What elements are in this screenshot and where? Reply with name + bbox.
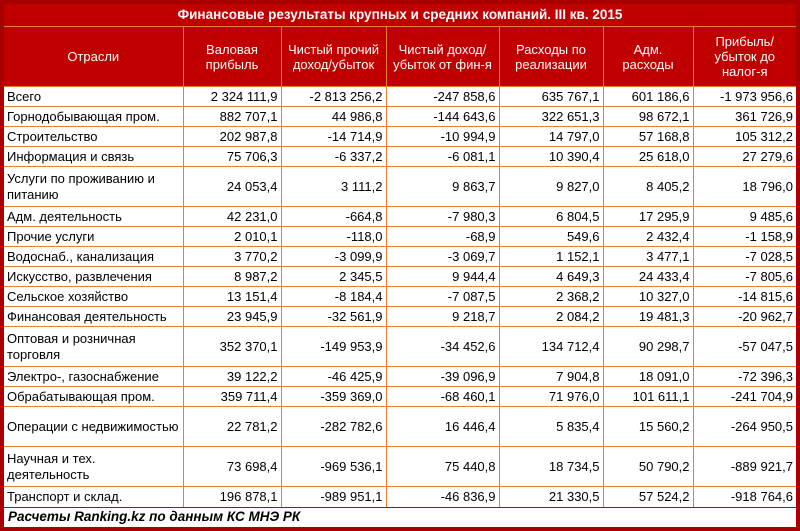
cell-value: -149 953,9 [281,327,386,367]
cell-value: -2 813 256,2 [281,87,386,107]
cell-value: 101 611,1 [603,387,693,407]
cell-value: 352 370,1 [183,327,281,367]
cell-value: -32 561,9 [281,307,386,327]
cell-value: 361 726,9 [693,107,796,127]
cell-value: -39 096,9 [386,367,499,387]
cell-value: 90 298,7 [603,327,693,367]
cell-value: 18 091,0 [603,367,693,387]
financial-results-table [4,27,796,507]
cell-value: 57 524,2 [603,487,693,507]
cell-value: 882 707,1 [183,107,281,127]
table-row [4,327,796,367]
cell-value: -1 158,9 [693,227,796,247]
row-label: Информация и связь [4,147,183,167]
cell-value: 10 327,0 [603,287,693,307]
table-row [4,487,796,507]
cell-value: -34 452,6 [386,327,499,367]
row-label: Прочие услуги [4,227,183,247]
row-label: Горнодобывающая пром. [4,107,183,127]
cell-value: 4 649,3 [499,267,603,287]
cell-value: 75 706,3 [183,147,281,167]
cell-value: -10 994,9 [386,127,499,147]
cell-value: 2 010,1 [183,227,281,247]
row-label: Оптовая и розничная торговля [4,327,183,367]
column-header-2: Чистый прочий доход/убыток [281,27,386,87]
cell-value: 42 231,0 [183,207,281,227]
table-row [4,247,796,267]
cell-value: -6 081,1 [386,147,499,167]
cell-value: -20 962,7 [693,307,796,327]
cell-value: 549,6 [499,227,603,247]
cell-value: -282 782,6 [281,407,386,447]
cell-value: -264 950,5 [693,407,796,447]
table-header [4,27,796,87]
cell-value: -989 951,1 [281,487,386,507]
cell-value: -3 069,7 [386,247,499,267]
cell-value: 2 084,2 [499,307,603,327]
table-row [4,227,796,247]
row-label: Научная и тех. деятельность [4,447,183,487]
cell-value: 44 986,8 [281,107,386,127]
cell-value: -68,9 [386,227,499,247]
cell-value: 1 152,1 [499,247,603,267]
row-label: Транспорт и склад. [4,487,183,507]
cell-value: -46 425,9 [281,367,386,387]
column-header-3: Чистый доход/убыток от фин-я [386,27,499,87]
cell-value: 13 151,4 [183,287,281,307]
table-row [4,307,796,327]
column-header-6: Прибыль/убыток до налог-я [693,27,796,87]
cell-value: -6 337,2 [281,147,386,167]
source-note: Расчеты Ranking.kz по данным КС МНЭ РК [4,507,796,527]
table-row [4,407,796,447]
table-row [4,447,796,487]
cell-value: -57 047,5 [693,327,796,367]
table-row [4,127,796,147]
cell-value: 73 698,4 [183,447,281,487]
row-label: Электро-, газоснабжение [4,367,183,387]
cell-value: 17 295,9 [603,207,693,227]
cell-value: 9 827,0 [499,167,603,207]
table-body [4,87,796,508]
cell-value: -72 396,3 [693,367,796,387]
table-row [4,267,796,287]
row-label: Сельское хозяйство [4,287,183,307]
cell-value: 2 432,4 [603,227,693,247]
row-label: Финансовая деятельность [4,307,183,327]
cell-value: 25 618,0 [603,147,693,167]
cell-value: -7 087,5 [386,287,499,307]
cell-value: -68 460,1 [386,387,499,407]
cell-value: 8 987,2 [183,267,281,287]
row-label: Услуги по проживанию и питанию [4,167,183,207]
cell-value: -46 836,9 [386,487,499,507]
cell-value: 14 797,0 [499,127,603,147]
cell-value: 3 111,2 [281,167,386,207]
cell-value: -889 921,7 [693,447,796,487]
cell-value: 39 122,2 [183,367,281,387]
cell-value: 9 863,7 [386,167,499,207]
cell-value: 21 330,5 [499,487,603,507]
cell-value: 15 560,2 [603,407,693,447]
column-header-4: Расходы по реализации [499,27,603,87]
table-row [4,107,796,127]
row-label: Адм. деятельность [4,207,183,227]
cell-value: 24 433,4 [603,267,693,287]
cell-value: 23 945,9 [183,307,281,327]
cell-value: 322 651,3 [499,107,603,127]
cell-value: 6 804,5 [499,207,603,227]
table-row [4,167,796,207]
table-row [4,387,796,407]
cell-value: 18 796,0 [693,167,796,207]
table-row [4,147,796,167]
cell-value: 2 368,2 [499,287,603,307]
cell-value: -7 028,5 [693,247,796,267]
cell-value: 202 987,8 [183,127,281,147]
cell-value: -969 536,1 [281,447,386,487]
cell-value: 635 767,1 [499,87,603,107]
row-label: Искусство, развлечения [4,267,183,287]
cell-value: 3 770,2 [183,247,281,267]
cell-value: -14 815,6 [693,287,796,307]
cell-value: 98 672,1 [603,107,693,127]
cell-value: 22 781,2 [183,407,281,447]
cell-value: 9 944,4 [386,267,499,287]
cell-value: -359 369,0 [281,387,386,407]
row-label: Операции с недвижимостью [4,407,183,447]
cell-value: -118,0 [281,227,386,247]
row-label: Обрабатывающая пром. [4,387,183,407]
cell-value: 7 904,8 [499,367,603,387]
cell-value: 16 446,4 [386,407,499,447]
table-row [4,287,796,307]
cell-value: 359 711,4 [183,387,281,407]
column-header-0: Отрасли [4,27,183,87]
cell-value: 10 390,4 [499,147,603,167]
cell-value: 134 712,4 [499,327,603,367]
cell-value: 196 878,1 [183,487,281,507]
cell-value: 601 186,6 [603,87,693,107]
cell-value: 2 324 111,9 [183,87,281,107]
cell-value: -1 973 956,6 [693,87,796,107]
cell-value: -14 714,9 [281,127,386,147]
cell-value: 57 168,8 [603,127,693,147]
cell-value: -247 858,6 [386,87,499,107]
cell-value: 75 440,8 [386,447,499,487]
cell-value: 50 790,2 [603,447,693,487]
table-row [4,87,796,107]
cell-value: -3 099,9 [281,247,386,267]
row-label: Всего [4,87,183,107]
cell-value: -144 643,6 [386,107,499,127]
row-label: Строительство [4,127,183,147]
cell-value: -7 980,3 [386,207,499,227]
row-label: Водоснаб., канализация [4,247,183,267]
cell-value: 9 218,7 [386,307,499,327]
cell-value: 18 734,5 [499,447,603,487]
cell-value: 27 279,6 [693,147,796,167]
column-header-5: Адм. расходы [603,27,693,87]
cell-value: -664,8 [281,207,386,227]
table-row [4,207,796,227]
cell-value: -8 184,4 [281,287,386,307]
cell-value: 8 405,2 [603,167,693,207]
table-title: Финансовые результаты крупных и средних компаний. III кв. 2015 [4,4,796,27]
cell-value: 19 481,3 [603,307,693,327]
cell-value: 105 312,2 [693,127,796,147]
column-header-1: Валовая прибыль [183,27,281,87]
cell-value: 24 053,4 [183,167,281,207]
cell-value: 2 345,5 [281,267,386,287]
cell-value: 71 976,0 [499,387,603,407]
header-row [4,27,796,87]
cell-value: 9 485,6 [693,207,796,227]
cell-value: 3 477,1 [603,247,693,267]
cell-value: -7 805,6 [693,267,796,287]
cell-value: -241 704,9 [693,387,796,407]
cell-value: -918 764,6 [693,487,796,507]
table-row [4,367,796,387]
cell-value: 5 835,4 [499,407,603,447]
